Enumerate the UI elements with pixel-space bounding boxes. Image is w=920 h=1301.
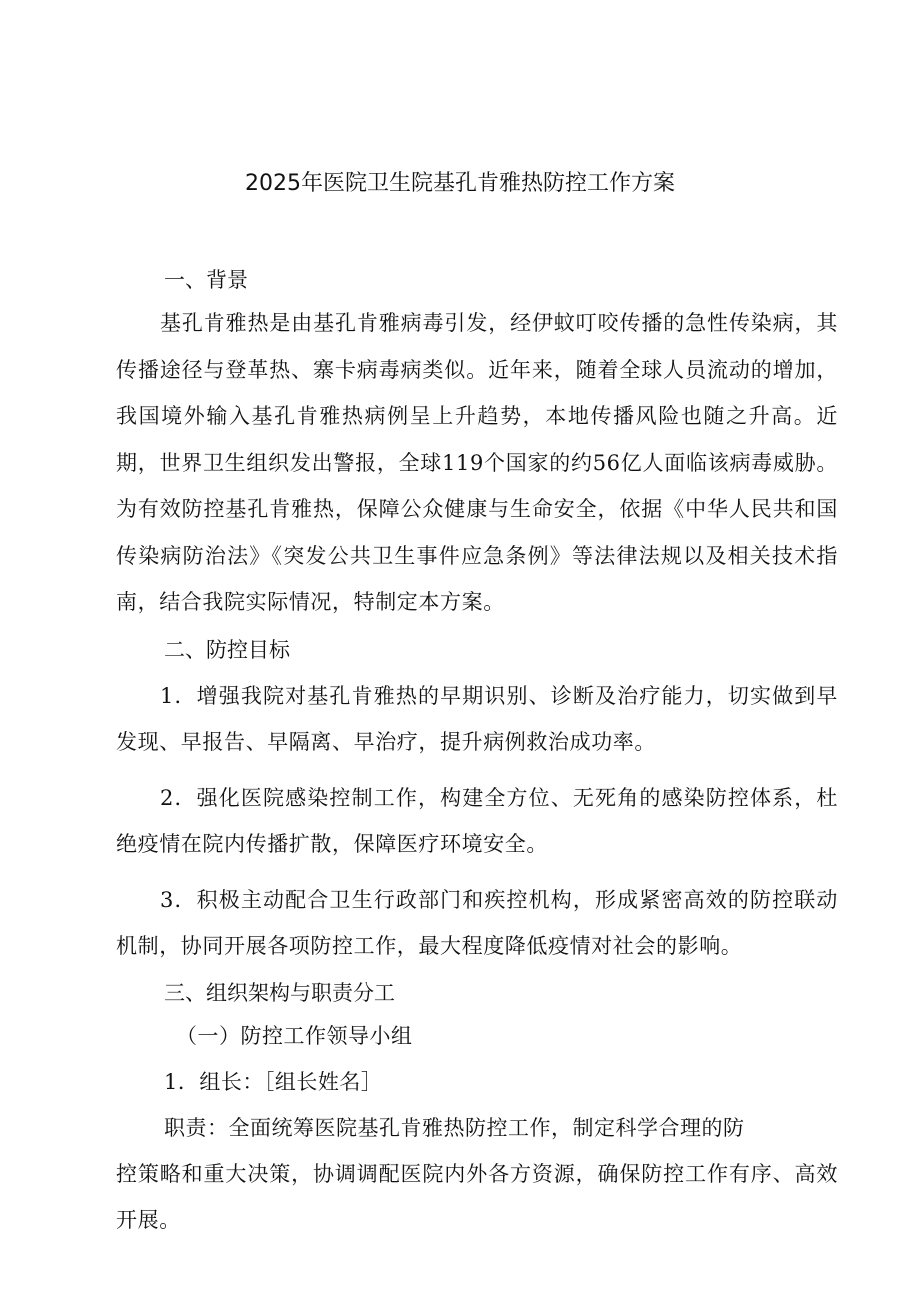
document-title: 2025年医院卫生院基孔肯雅热防控工作方案 <box>245 171 675 196</box>
background-paragraph: 基孔肯雅热是由基孔肯雅病毒引发，经伊蚊叮咬传播的急性传染病，其传播途径与登革热、寨卡病毒病类似。近年来，随着全球人员流动的增加，我国境外输入基孔肯雅热病例呈上升趋势，本地传播风险也随之升高。近期，世界卫生组织发出警报，全球119个国家的约56亿人面临该病毒威胁。为有效防控基孔肯雅热，保障公众健康与生命安全，依据《中华人民共和国传染病防治法》《突发公共卫生事件应急条例》等法律法规以及相关技术指南，结合我院实际情况，特制定本方案。 <box>116 311 838 614</box>
leader-line: 1．组长：［组长姓名］ <box>164 1069 383 1094</box>
document-body <box>116 260 838 1243</box>
goal-item-2: 2．强化医院感染控制工作，构建全方位、无死角的感染防控体系，杜绝疫情在院内传播扩散，保障医疗环境安全。 <box>116 785 838 856</box>
subsection-heading-leadership: （一）防控工作领导小组 <box>176 1023 413 1048</box>
section-heading-organization: 三、组织架构与职责分工 <box>164 980 395 1005</box>
goal-item-1: 1．增强我院对基孔肯雅热的早期识别、诊断及治疗能力，切实做到早发现、早报告、早隔离、早治疗，提升病例救治成功率。 <box>116 683 838 754</box>
section-heading-background: 一、背景 <box>164 268 248 292</box>
section-heading-goals: 二、防控目标 <box>164 637 290 662</box>
duty-line-2: 控策略和重大决策，协调调配医院内外各方资源，确保防控工作有序、高效开展。 <box>116 1161 838 1232</box>
goal-item-3: 3．积极主动配合卫生行政部门和疾控机构，形成紧密高效的防控联动机制，协同开展各项防控工作，最大程度降低疫情对社会的影响。 <box>116 887 838 958</box>
duty-line-1: 职责：全面统筹医院基孔肯雅热防控工作，制定科学合理的防 <box>164 1115 745 1140</box>
